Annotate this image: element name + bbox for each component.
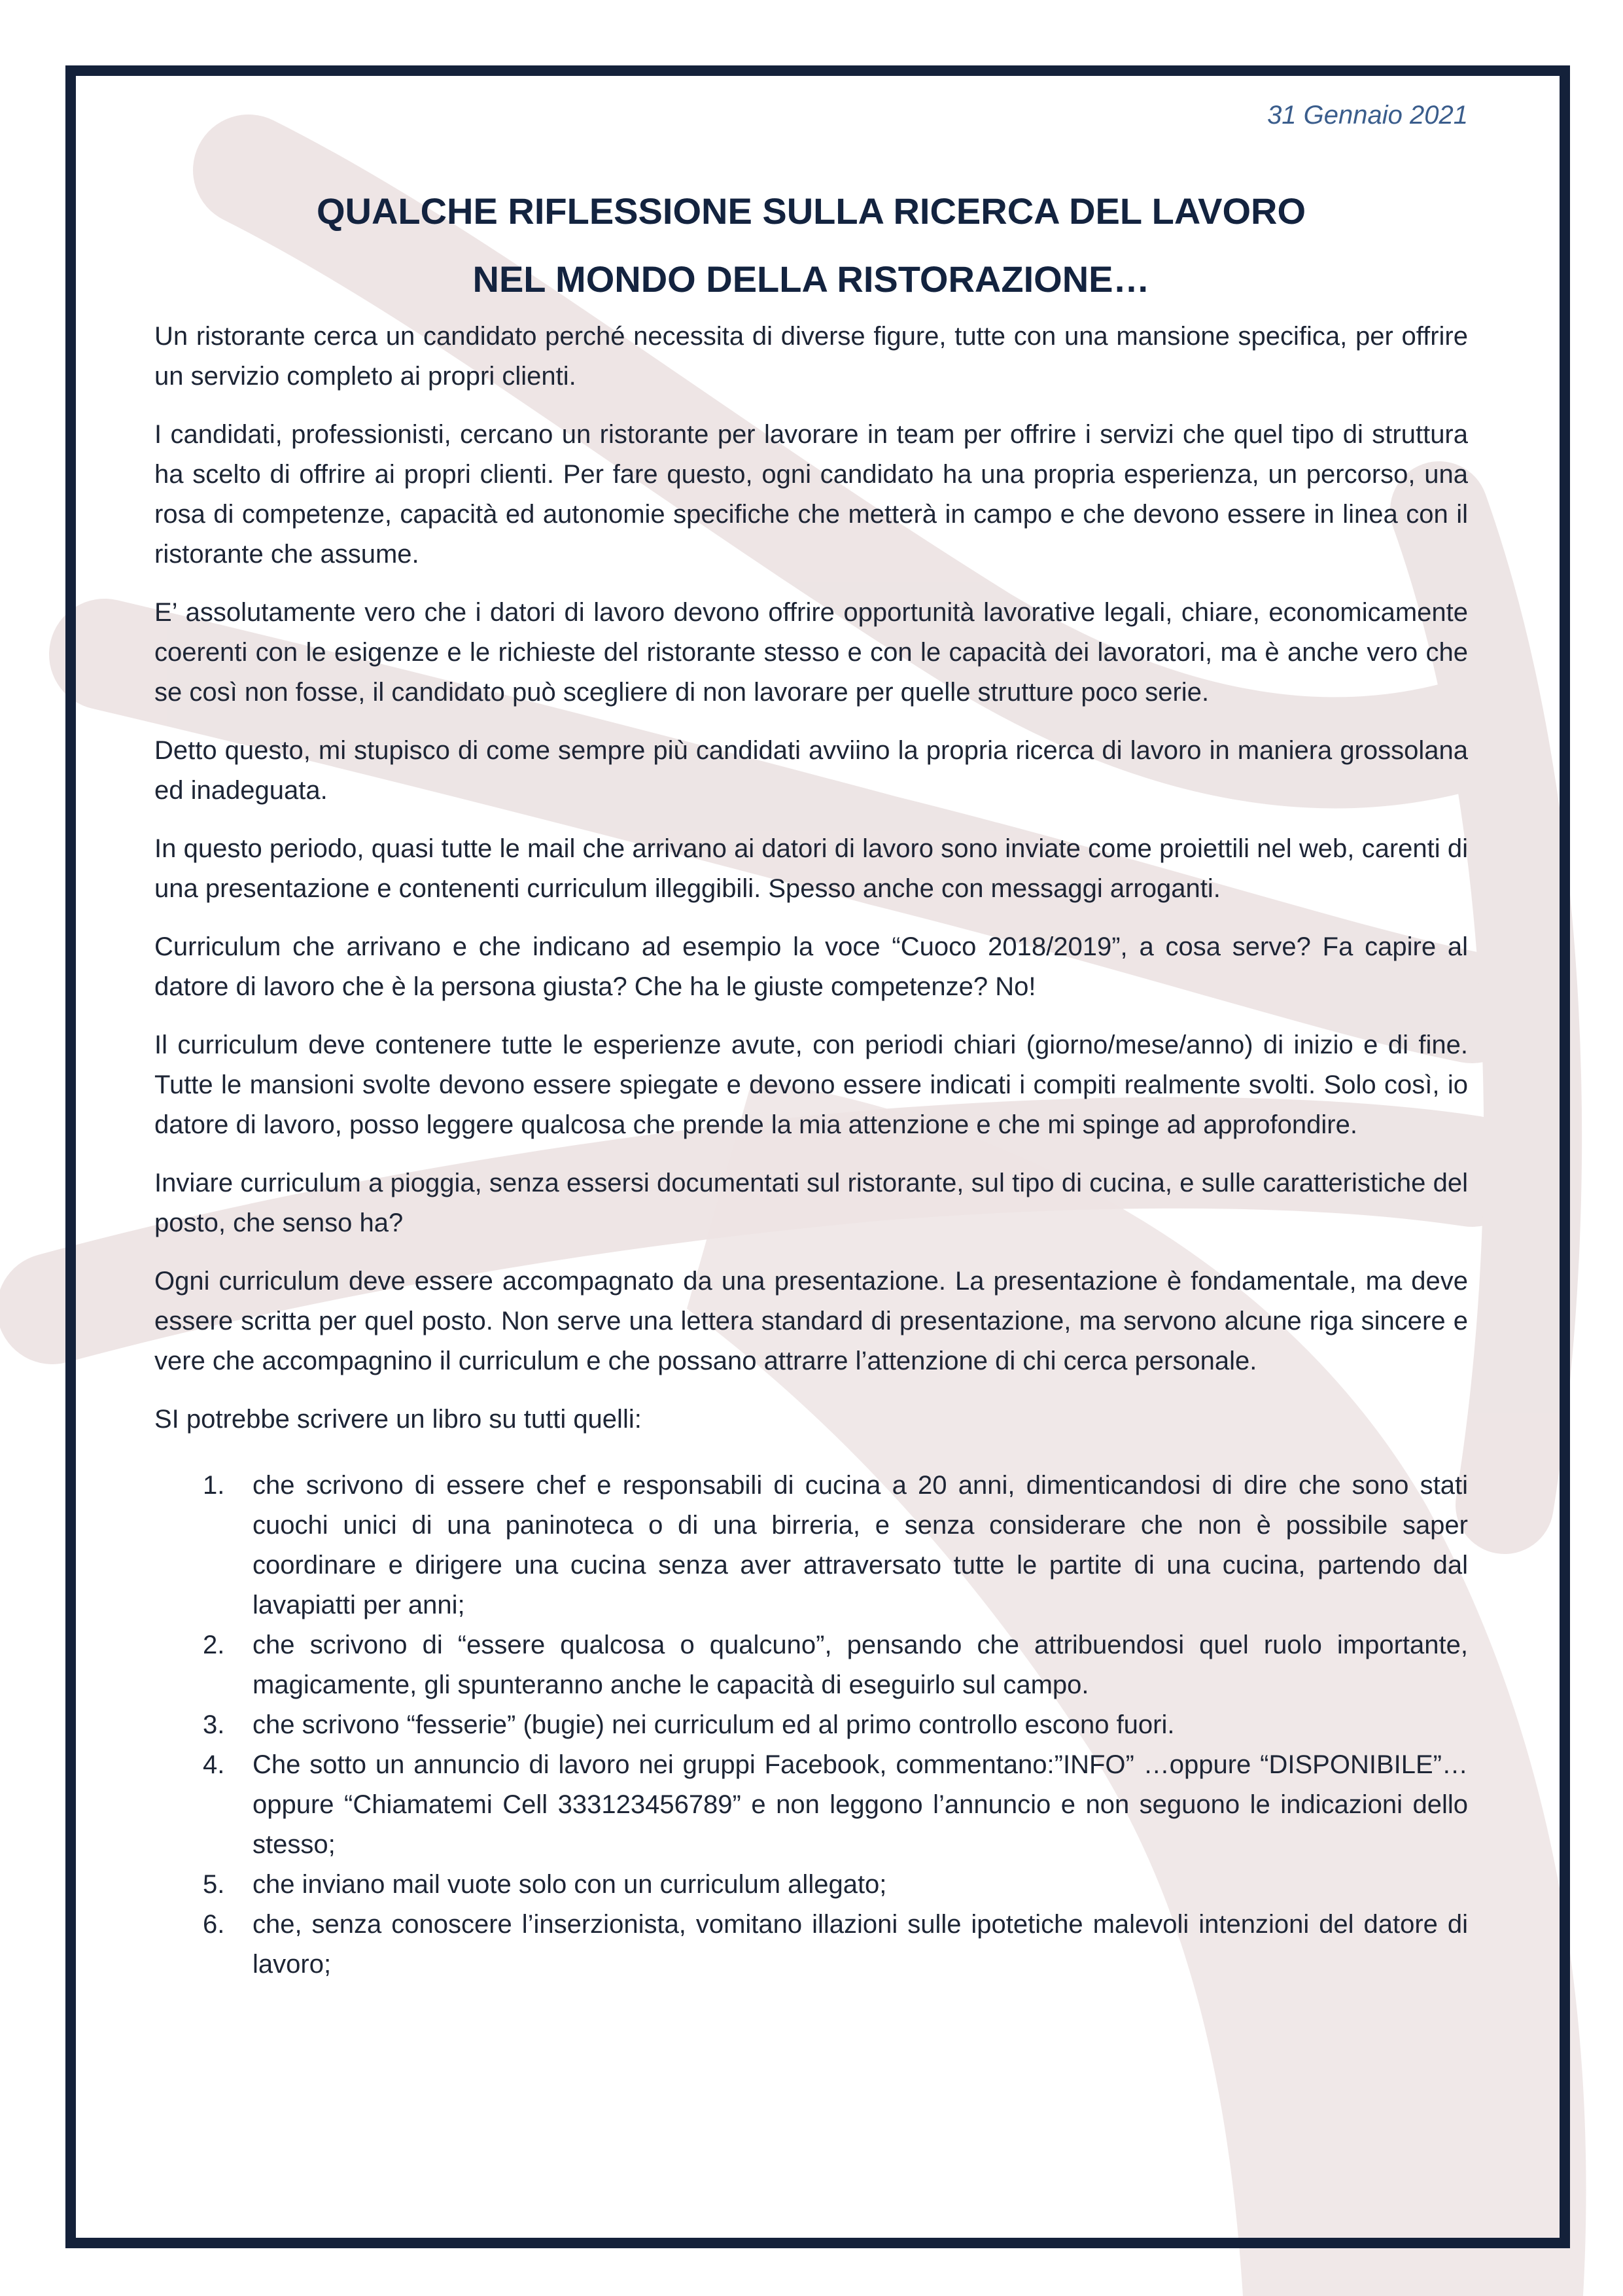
numbered-list — [154, 1466, 1468, 1985]
list-item-number: 5. — [203, 1870, 225, 1899]
paragraph-1: Un ristorante cerca un candidato perché necessita di diverse figure, tutte con una mansione specifica, per offrire un servizio completo ai propri clienti. — [154, 322, 1468, 391]
document-title-line-1: QUALCHE RIFLESSIONE SULLA RICERCA DEL LAVORO — [316, 190, 1306, 232]
paragraph-8: Inviare curriculum a pioggia, senza essersi documentati sul ristorante, sul tipo di cucina, e sulle caratteristiche del posto, che senso ha? — [154, 1169, 1468, 1237]
paragraph-6: Curriculum che arrivano e che indicano ad esempio la voce “Cuoco 2018/2019”, a cosa serve? Fa capire al datore di lavoro che è la persona giusta? Che ha le giuste competenze? No! — [154, 932, 1468, 1001]
list-item-text: che scrivono di essere chef e responsabili di cucina a 20 anni, dimenticandosi di dire che sono stati cuochi unici di una paninoteca o di una birreria, e senza considerare che non è possibile saper coordinare e dirigere una cucina senza aver attraversato tutte le partite di una cucina, partendo dal lavapiatti per anni; — [253, 1471, 1468, 1619]
list-item-number: 2. — [203, 1631, 225, 1659]
list-item-text: che scrivono “fesserie” (bugie) nei curriculum ed al primo controllo escono fuori. — [253, 1710, 1175, 1739]
list-item-text: che, senza conoscere l’inserzionista, vomitano illazioni sulle ipotetiche malevoli intenzioni del datore di lavoro; — [253, 1910, 1468, 1979]
list-item — [154, 1745, 1468, 1865]
paragraph-2: I candidati, professionisti, cercano un ristorante per lavorare in team per offrire i servizi che quel tipo di struttura ha scelto di offrire ai propri clienti. Per fare questo, ogni candidato ha una propria esperienza, un percorso, una rosa di competenze, capacità ed autonomie specifiche che metterà in campo e che devono essere in linea con il ristorante che assume. — [154, 420, 1468, 569]
paragraph-4: Detto questo, mi stupisco di come sempre più candidati avviino la propria ricerca di lavoro in maniera grossolana ed inadeguata. — [154, 736, 1468, 805]
list-item-number: 1. — [203, 1471, 225, 1500]
document-title-line-2: NEL MONDO DELLA RISTORAZIONE… — [472, 258, 1150, 300]
paragraph-9: Ogni curriculum deve essere accompagnato da una presentazione. La presentazione è fondamentale, ma deve essere scritta per quel posto. Non serve una lettera standard di presentazione, ma servono alcune riga sincere e vere che accompagnino il curriculum e che possano attrarre l’attenzione di chi cerca personale. — [154, 1267, 1468, 1375]
document-date: 31 Gennaio 2021 — [1267, 101, 1468, 130]
list-item-number: 6. — [203, 1910, 225, 1939]
list-item — [154, 1705, 1468, 1745]
list-item-text: Che sotto un annuncio di lavoro nei gruppi Facebook, commentano:”INFO” …oppure “DISPONIBILE”… oppure “Chiamatemi Cell 333123456789” e non leggono l’annuncio e non seguono le indicazioni dello stesso; — [253, 1750, 1468, 1859]
list-item — [154, 1865, 1468, 1905]
list-item-number: 4. — [203, 1750, 225, 1779]
paragraph-7: Il curriculum deve contenere tutte le esperienze avute, con periodi chiari (giorno/mese/anno) di inizio e di fine. Tutte le mansioni svolte devono essere spiegate e devono essere indicati i compiti realmente svolti. Solo così, io datore di lavoro, posso leggere qualcosa che prende la mia attenzione e che mi spinge ad approfondire. — [154, 1031, 1468, 1139]
list-item-text: che inviano mail vuote solo con un curriculum allegato; — [253, 1870, 887, 1899]
document-body — [154, 96, 1468, 1985]
paragraph-3: E’ assolutamente vero che i datori di lavoro devono offrire opportunità lavorative legali, chiare, economicamente coerenti con le esigenze e le richieste del ristorante stesso e con le capacità dei lavoratori, ma è anche vero che se così non fosse, il candidato può scegliere di non lavorare per quelle strutture poco serie. — [154, 598, 1468, 707]
paragraph-10: SI potrebbe scrivere un libro su tutti quelli: — [154, 1405, 642, 1434]
list-item — [154, 1905, 1468, 1985]
list-item — [154, 1466, 1468, 1625]
list-item-text: che scrivono di “essere qualcosa o qualcuno”, pensando che attribuendosi quel ruolo importante, magicamente, gli spunteranno anche le capacità di eseguirlo sul campo. — [253, 1631, 1468, 1699]
list-item — [154, 1625, 1468, 1705]
list-item-number: 3. — [203, 1710, 225, 1739]
paragraph-5: In questo periodo, quasi tutte le mail che arrivano ai datori di lavoro sono inviate come proiettili nel web, carenti di una presentazione e contenenti curriculum illeggibili. Spesso anche con messaggi arroganti. — [154, 834, 1468, 903]
